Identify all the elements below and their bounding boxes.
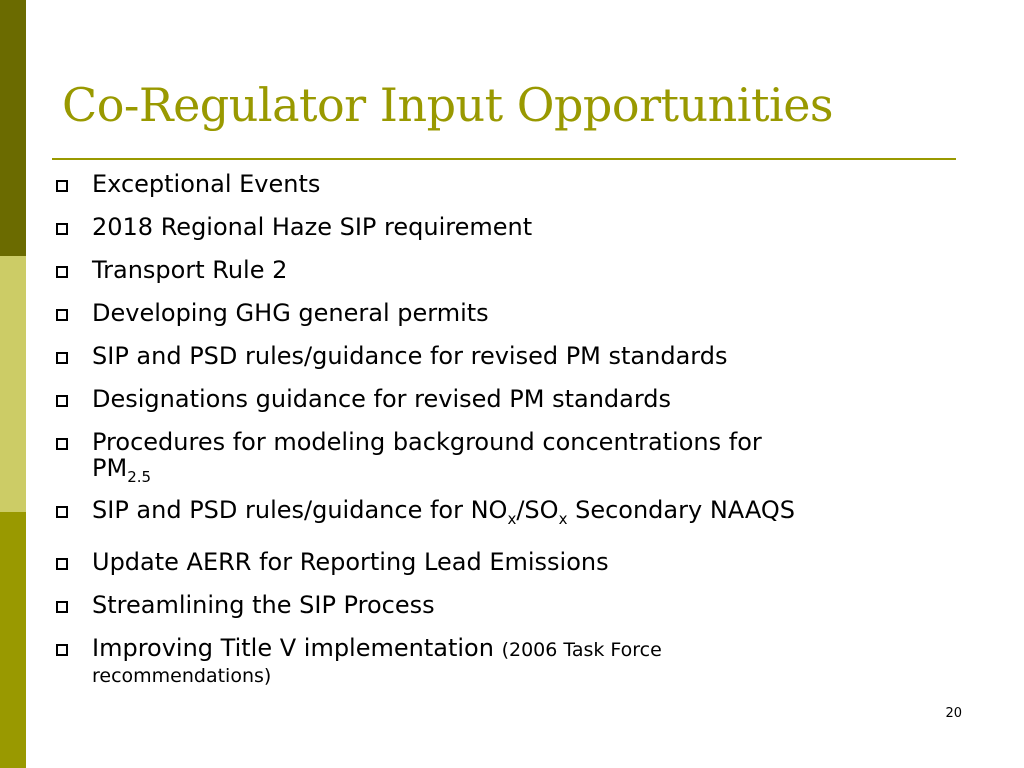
slide-title: Co-Regulator Input Opportunities: [62, 78, 834, 132]
list-item-pm25: Procedures for modeling background concentrations for $PM_{2.5}$: [56, 429, 966, 489]
list-item-title-v: Improving Title V implementation (2006 Task Force recommendations): [56, 635, 966, 688]
list-item: 2018 Regional Haze SIP requirement: [56, 214, 966, 241]
list-item-continuation: recommendations): [92, 665, 272, 687]
square-bullet-icon: [56, 223, 68, 235]
square-bullet-icon: [56, 601, 68, 613]
page-number: 20: [945, 706, 962, 721]
list-item: Exceptional Events: [56, 171, 966, 198]
list-item: Streamlining the SIP Process: [56, 592, 966, 619]
decorative-band-middle: [0, 256, 26, 512]
list-item: Designations guidance for revised PM standards: [56, 386, 966, 413]
subscript: x: [558, 510, 568, 528]
square-bullet-icon: [56, 506, 68, 518]
square-bullet-icon: [56, 395, 68, 407]
square-bullet-icon: [56, 438, 68, 450]
list-item: Update AERR for Reporting Lead Emissions: [56, 549, 966, 576]
square-bullet-icon: [56, 644, 68, 656]
square-bullet-icon: [56, 309, 68, 321]
subscript: x: [507, 510, 517, 528]
title-divider: [52, 158, 956, 160]
square-bullet-icon: [56, 558, 68, 570]
decorative-band-top: [0, 0, 26, 256]
list-item-continuation: $PM_{2.5}$: [92, 454, 152, 486]
square-bullet-icon: [56, 180, 68, 192]
list-item: SIP and PSD rules/guidance for revised PM standards: [56, 343, 966, 370]
bullet-list: [56, 171, 966, 704]
subscript: 2.5: [127, 468, 152, 486]
list-item-nox-sox: SIP and PSD rules/guidance for $NO_x/SO_x$ Secondary NAAQS: [56, 497, 966, 533]
square-bullet-icon: [56, 266, 68, 278]
list-item: Developing GHG general permits: [56, 300, 966, 327]
square-bullet-icon: [56, 352, 68, 364]
decorative-band-bottom: [0, 512, 26, 768]
list-item: Transport Rule 2: [56, 257, 966, 284]
